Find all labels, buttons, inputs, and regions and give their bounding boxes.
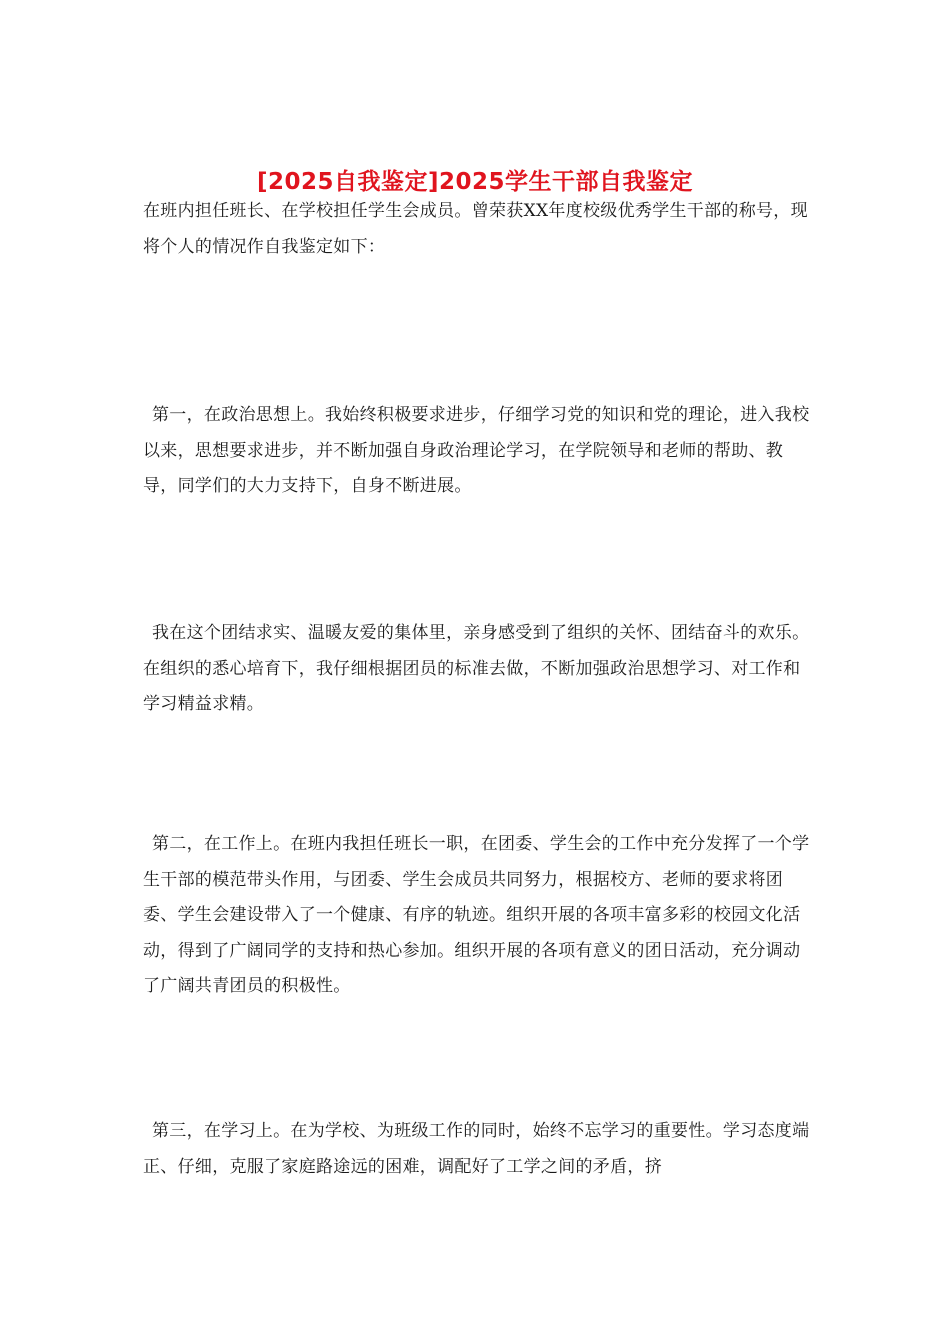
paragraph-study: 第三，在学习上。在为学校、为班级工作的同时，始终不忘学习的重要性。学习态度端正、仔细，克服了家庭路途远的困难，调配好了工学之间的矛盾，挤 <box>143 1121 810 1177</box>
paragraph-work: 第二，在工作上。在班内我担任班长一职，在团委、学生会的工作中充分发挥了一个学生干部的模范带头作用，与团委、学生会成员共同努力，根据校方、老师的要求将团委、学生会建设带入了一个健康、有序的轨迹。组织开展的各项丰富多彩的校园文化活动，得到了广阔同学的支持和热心参加。组织开展的各项有意义的团日活动，充分调动了广阔共青团员的积极性。 <box>143 834 810 996</box>
paragraph-political-thought: 第一，在政治思想上。我始终积极要求进步，仔细学习党的知识和党的理论，进入我校以来，思想要求进步，并不断加强自身政治理论学习，在学院领导和老师的帮助、教导，同学们的大力支持下，自身不断进展。 <box>143 405 810 496</box>
document-title: [2025自我鉴定]2025学生干部自我鉴定 <box>256 169 694 196</box>
intro-paragraph: 在班内担任班长、在学校担任学生会成员。曾荣获XX年度校级优秀学生干部的称号，现将个人的情况作自我鉴定如下： <box>143 201 808 257</box>
paragraph-collective: 我在这个团结求实、温暖友爱的集体里，亲身感受到了组织的关怀、团结奋斗的欢乐。在组织的悉心培育下，我仔细根据团员的标准去做，不断加强政治思想学习、对工作和学习精益求精。 <box>143 623 810 714</box>
